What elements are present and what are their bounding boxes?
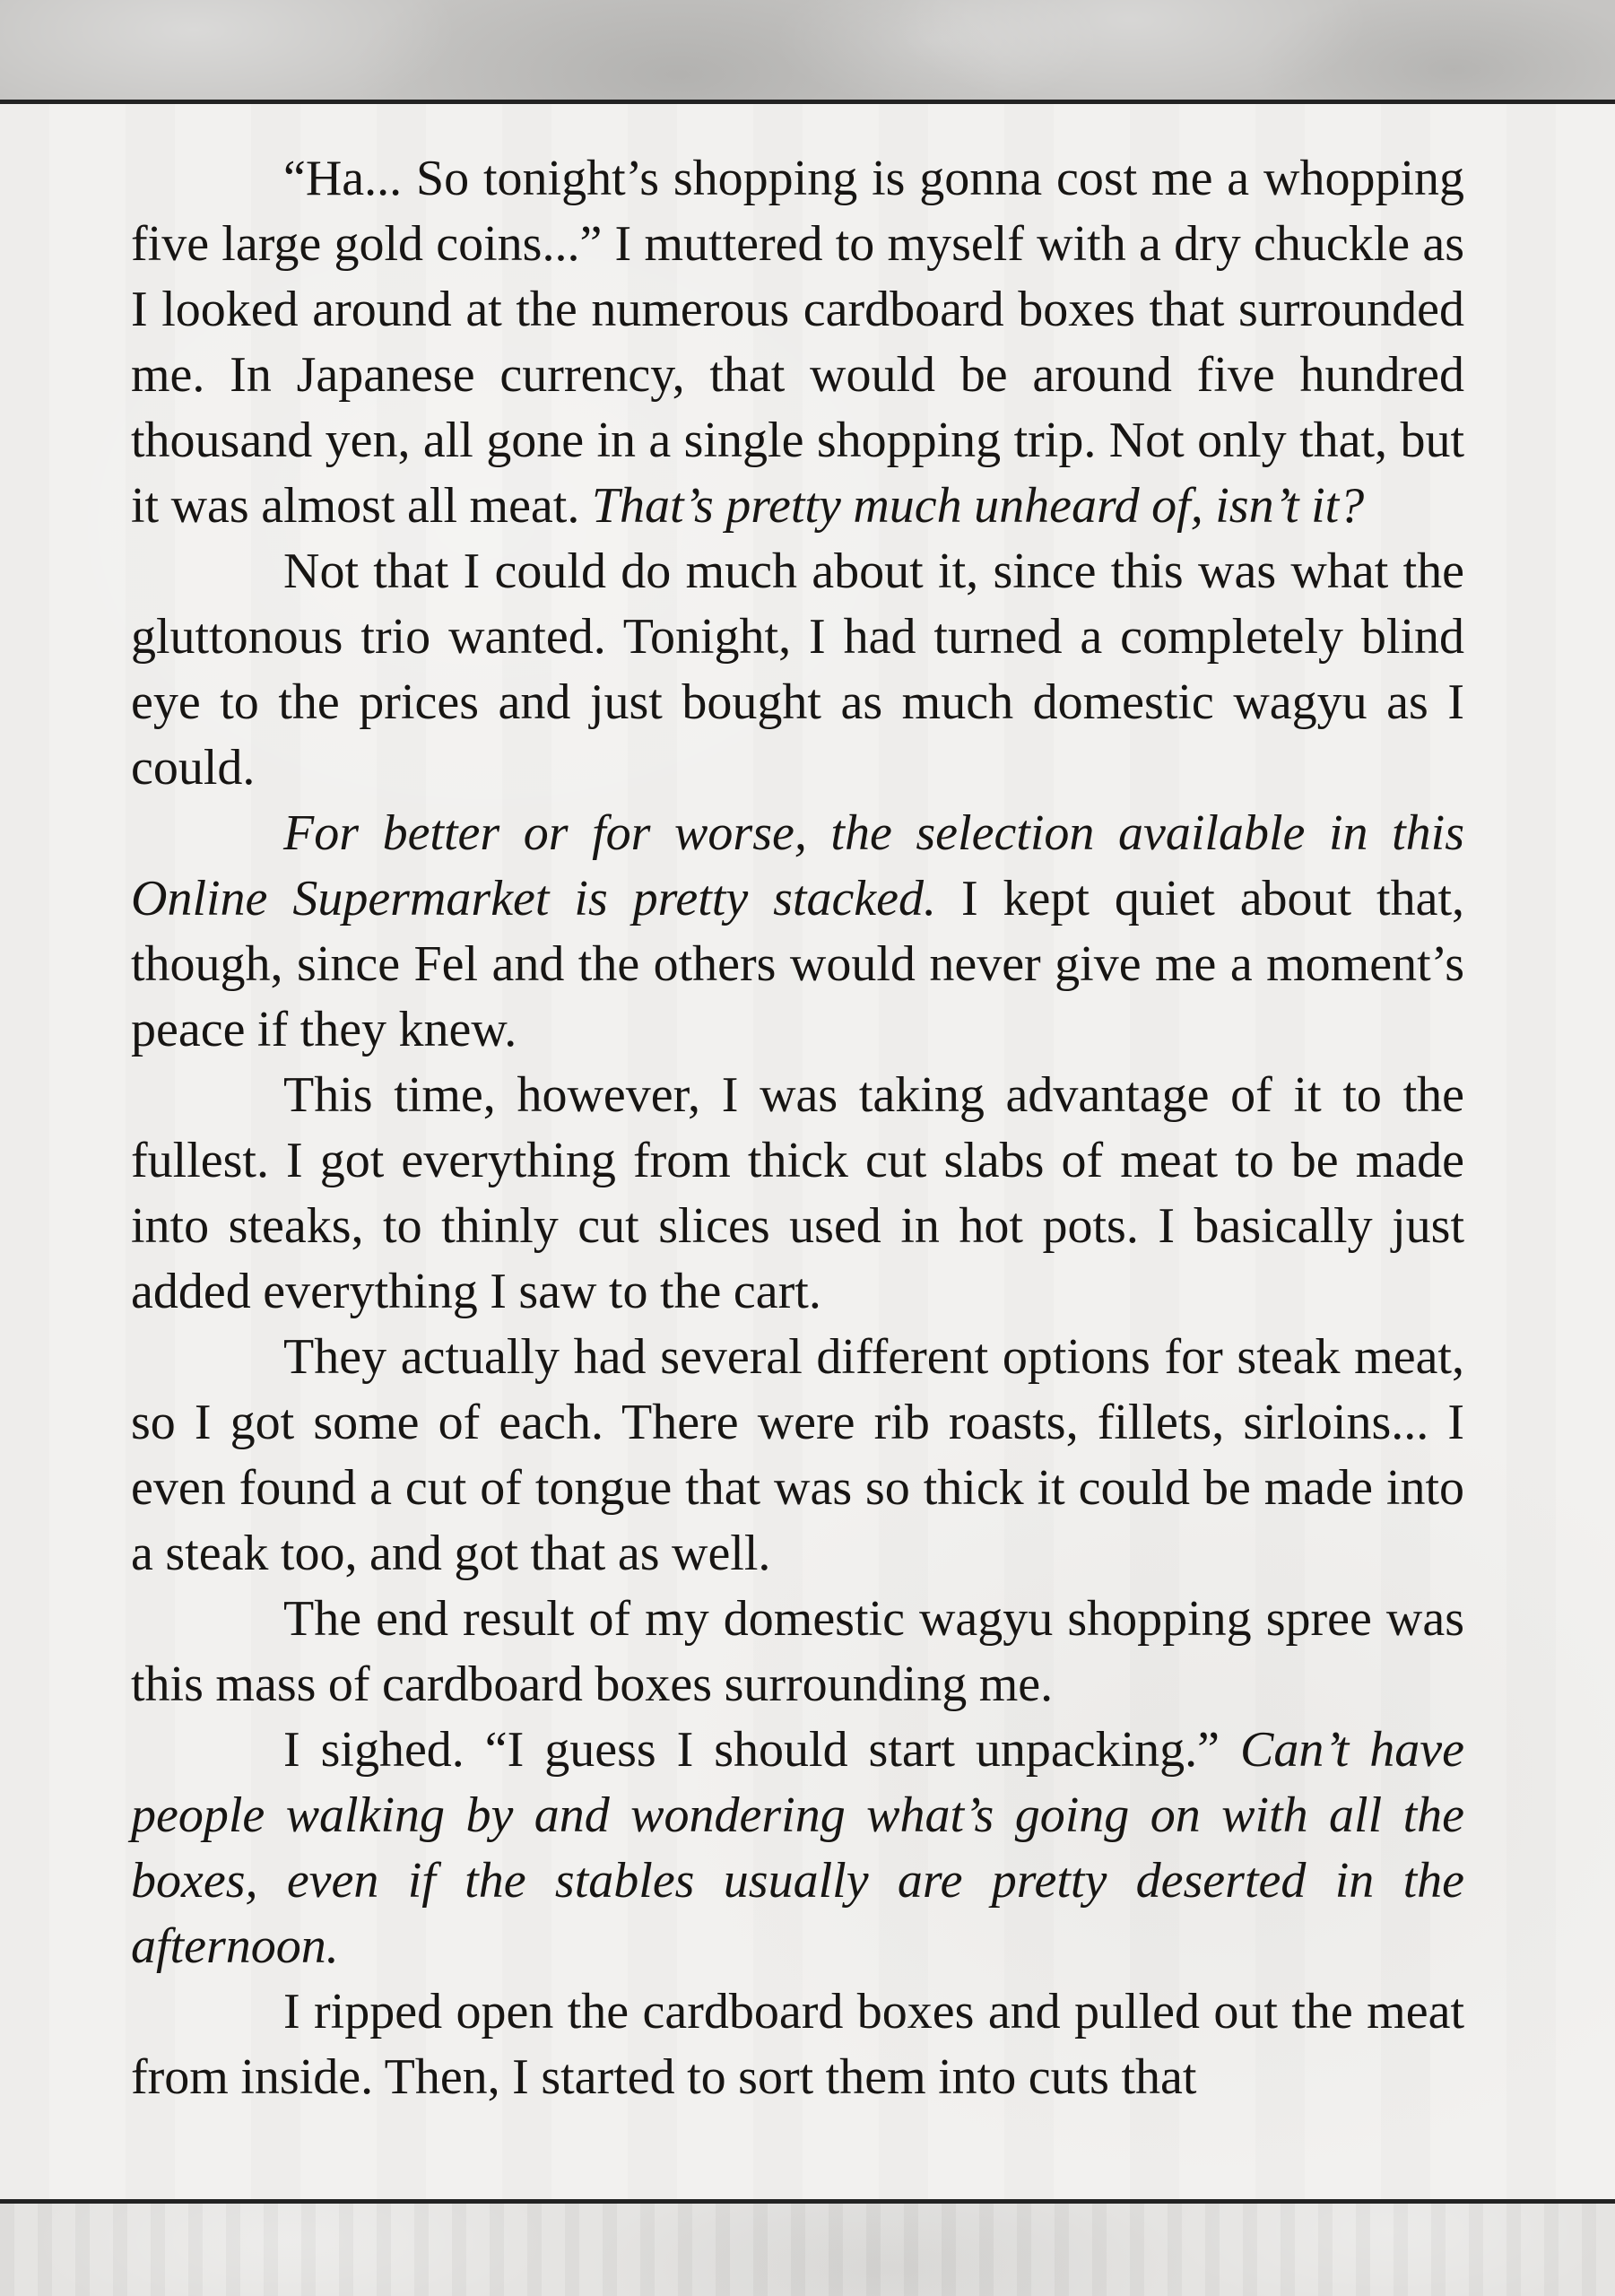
bottom-margin-band xyxy=(0,2204,1615,2296)
paragraph xyxy=(131,1325,1464,1587)
paragraph xyxy=(131,801,1464,1063)
paragraph xyxy=(131,1587,1464,1718)
text-run: This time, however, I was taking advantage of it to the fullest. I got everything from thick cut slabs of meat to be made into steaks, to thinly cut slices used in hot pots. I basically just added everything I saw to the cart. xyxy=(131,1067,1464,1319)
paragraph xyxy=(131,1063,1464,1325)
text-run-italic: Can’t have people walking by and wondering what’s going on with all the boxes, even if the stables usually are pretty deserted in the afternoon. xyxy=(131,1722,1465,1974)
paragraph xyxy=(131,1979,1464,2110)
paragraph xyxy=(131,539,1464,801)
text-run: The end result of my domestic wagyu shopping spree was this mass of cardboard boxes surrounding me. xyxy=(131,1591,1464,1712)
paragraph xyxy=(131,1718,1464,1979)
text-run: I kept quiet about that, though, since Fel and the others would never give me a moment’s peace if they knew. xyxy=(131,871,1464,1057)
text-run: I sighed. “I guess I should start unpacking.” xyxy=(283,1722,1240,1778)
paragraph xyxy=(131,146,1464,539)
page-text-block xyxy=(0,104,1615,2110)
text-run: Not that I could do much about it, since this was what the gluttonous trio wanted. Tonight, I had turned a completely blind eye to the prices and just bought as much domestic wagyu as I could. xyxy=(131,544,1464,796)
text-run-italic: That’s pretty much unheard of, isn’t it? xyxy=(591,478,1365,534)
text-run: I ripped open the cardboard boxes and pulled out the meat from inside. Then, I started to sort them into cuts that xyxy=(131,1984,1464,2105)
text-run: They actually had several different options for steak meat, so I got some of each. There were rib roasts, fillets, sirloins... I even found a cut of tongue that was so thick it could be made into a steak too, and got that as well. xyxy=(131,1329,1464,1581)
text-run: “Ha... So tonight’s shopping is gonna cost me a whopping five large gold coins...” I muttered to myself with a dry chuckle as I looked around at the numerous cardboard boxes that surrounded me. In Japanese currency, that would be around five hundred thousand yen, all gone in a single shopping trip. Not only that, but it was almost all meat. xyxy=(131,151,1464,534)
book-page[interactable] xyxy=(0,100,1615,2204)
top-margin-band xyxy=(0,0,1615,100)
text-run-italic: For better or for worse, the selection available in this Online Supermarket is pretty stacked. xyxy=(131,805,1464,926)
